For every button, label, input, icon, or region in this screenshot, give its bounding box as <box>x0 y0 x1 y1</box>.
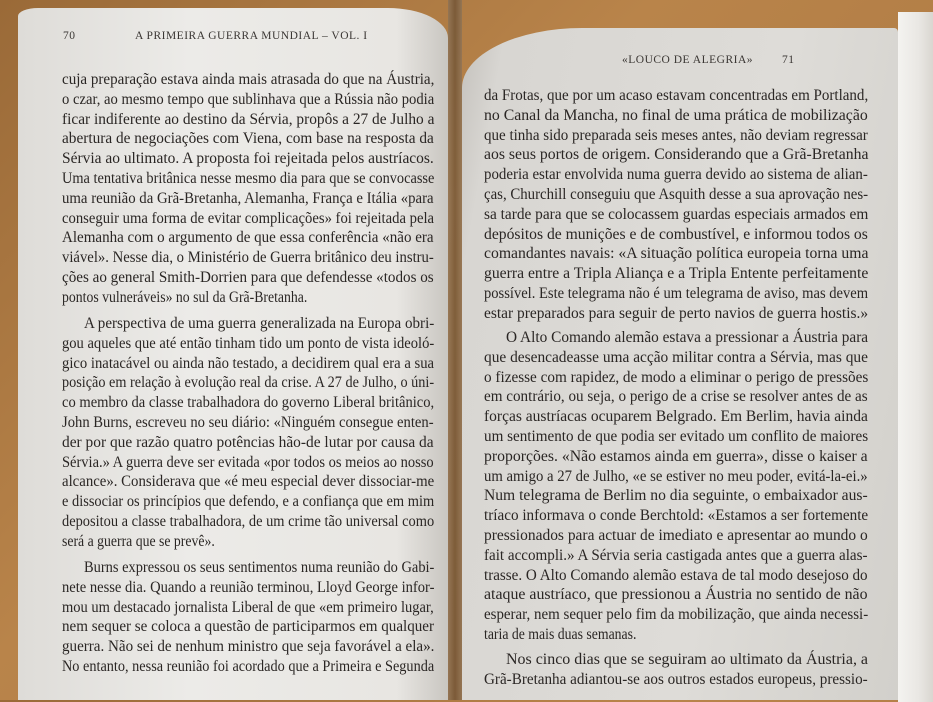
text-line: John Burns, escreveu no seu diário: «Ninguém consegue enten- <box>62 414 434 431</box>
text-line: taria de mais duas semanas. <box>484 626 637 643</box>
text-line: esperar, nem sequer pelo fim da mobilização, que ainda necessi- <box>484 606 869 624</box>
paragraph-start-line: O Alto Comando alemão estava a pressionar a Áustria para <box>506 329 869 346</box>
text-line: trasse. O Alto Comando alemão estava de tal modo desejoso do <box>484 566 868 584</box>
text-line: Grã-Bretanha adiantou-se aos outros estados europeus, pressio- <box>484 671 868 688</box>
text-line: alcance». Considerava que «é meu especial dever dissociar-me <box>62 473 435 491</box>
page-number-left: 70 <box>63 30 76 42</box>
page-number-right: 71 <box>782 54 795 66</box>
text-line: proporções. «Não estamos ainda em guerra», disse o kaiser a <box>484 447 868 465</box>
text-line: Sérvia ao ultimato. A proposta foi rejeitada pelos austríacos. <box>62 150 434 168</box>
text-line: Sérvia.» A guerra deve ser evitada «por todos os meios ao nosso <box>62 453 434 471</box>
text-line: sa tarde para que se colocassem guardas especiais armados em <box>484 205 869 223</box>
text-line: ças, Churchill conseguiu que Asquith desse a sua aprovação nes- <box>484 186 869 203</box>
paragraph-start-line: Burns expressou os seus sentimentos numa reunião do Gabi- <box>84 559 435 576</box>
running-head-right: «LOUCO DE ALEGRIA» <box>622 54 754 66</box>
text-line: que tinha sido preparada seis meses antes, não deviam regressar <box>484 126 868 144</box>
text-line: em contrário, ou seja, o perigo de a crise se resolver antes de as <box>484 388 868 406</box>
right-page <box>462 28 898 700</box>
text-line: posição em relação à evolução real da crise. A 27 de Julho, o úni- <box>62 374 435 392</box>
text-line: possível. Este telegrama não é um telegrama de aviso, mas devem <box>484 285 869 302</box>
text-line: o fizesse com rapidez, de modo a eliminar o perigo de pressões <box>484 368 869 386</box>
text-line: pressionados para actuar de imediato e apresentar ao mundo o <box>484 527 868 544</box>
text-line: comandantes navais: «A situação política europeia torna uma <box>484 245 869 263</box>
text-line: abertura de negociações com Viena, com base na resposta da <box>62 130 434 148</box>
text-line: um amigo a 27 de Julho, «e se estiver no meu poder, evitá-la-ei.» <box>484 467 868 485</box>
left-page <box>18 8 448 700</box>
running-head-left: A PRIMEIRA GUERRA MUNDIAL – VOL. I <box>135 30 368 42</box>
text-line: No entanto, nessa reunião foi acordado que a Primeira e Segunda <box>62 658 435 675</box>
text-line: forças austríacas ocuparem Belgrado. Em Berlim, havia ainda <box>484 408 868 426</box>
text-line: pontos vulneráveis» no sul da Grã-Bretanha. <box>62 288 308 306</box>
paragraph-start-line: Nos cinco dias que se seguiram ao ultimato da Áustria, a <box>506 651 868 668</box>
text-line: depositou a classe trabalhadora, de um crime tão universal como <box>62 513 435 530</box>
text-line: fait accompli.» A Sérvia seria castigada antes que a guerra alas- <box>484 546 868 564</box>
text-line: e dissociar os princípios que defendo, e a confiança que em mim <box>62 493 435 511</box>
text-line: uma reunião da Grã-Bretanha, Alemanha, França e Itália «para <box>62 189 434 207</box>
text-line: Num telegrama de Berlim no dia seguinte, o embaixador aus- <box>484 487 868 505</box>
text-line: gico inatacável ou ainda não testado, a decidirem qual era a sua <box>62 354 435 372</box>
text-line: poderia estar envolvida numa guerra devido ao sistema de alian- <box>484 166 868 184</box>
text-line: guerra entre a Tripla Aliança e a Tripla Entente perfeitamente <box>484 265 869 283</box>
text-line: um sentimento de que podia ser evitado um conflito de maiores <box>484 428 869 445</box>
text-line: mou um destacado jornalista Liberal de que «em primeiro lugar, <box>62 598 434 616</box>
text-line: guerra. Não sei de nenhum ministro que seja favorável a ela». <box>62 638 435 656</box>
text-line: nete nesse dia. Quando a reunião terminou, Lloyd George infor- <box>62 578 435 596</box>
text-line: estar preparados para seguir de perto navios de guerra hostis.» <box>484 304 869 322</box>
text-line: o czar, ao mesmo tempo que sublinhava que a Rússia não podia <box>62 90 435 108</box>
text-line: da Frotas, que por um acaso estavam concentradas em Portland, <box>484 87 869 104</box>
text-line: ções ao general Smith-Dorrien para que defendesse «todos os <box>62 269 434 286</box>
text-line: Alemanha com o argumento de que essa conferência «não era <box>62 229 434 247</box>
text-line: no Canal da Mancha, no final de uma prática de mobilização <box>484 106 868 124</box>
text-line: ficar indiferente ao destino da Sérvia, propôs a 27 de Julho a <box>62 110 435 128</box>
text-line: ataque austríaco, que pressionou a Áustria no sentido de não <box>484 586 868 604</box>
book-gutter <box>448 0 462 700</box>
text-line: tríaco informava o conde Berchtold: «Estamos a ser fortemente <box>484 507 869 525</box>
text-line: aos seus portos de origem. Considerando que a Grã-Bretanha <box>484 146 869 164</box>
text-line: será a guerra que se prevê». <box>62 532 215 550</box>
text-line: nem sequer se coloca a questão de participarmos em qualquer <box>62 618 434 636</box>
text-line: cuja preparação estava ainda mais atrasada do que na Áustria, <box>62 71 435 88</box>
text-line: Uma tentativa britânica nesse mesmo dia para que se convocasse <box>62 170 435 187</box>
text-line: depósitos de munições e de combustível, e informou todos os <box>484 225 868 243</box>
text-line: co membro da classe trabalhadora do governo Liberal britânico, <box>62 394 435 412</box>
paragraph-start-line: A perspectiva de uma guerra generalizada na Europa obri- <box>84 315 435 332</box>
text-line: conseguir uma forma de evitar complicações» foi rejeitada pela <box>62 209 435 227</box>
page-stack-edge <box>898 12 933 702</box>
text-line: der por que razão quatro potências hão-de lutar por causa da <box>62 433 434 451</box>
text-line: gou aqueles que até então tinham tido um ponto de vista ideoló- <box>62 334 435 352</box>
text-line: que desencadeasse uma acção militar contra a Sérvia, mas que <box>484 348 868 366</box>
text-line: viável». Nesse dia, o Ministério de Guerra britânico deu instru- <box>62 249 434 267</box>
